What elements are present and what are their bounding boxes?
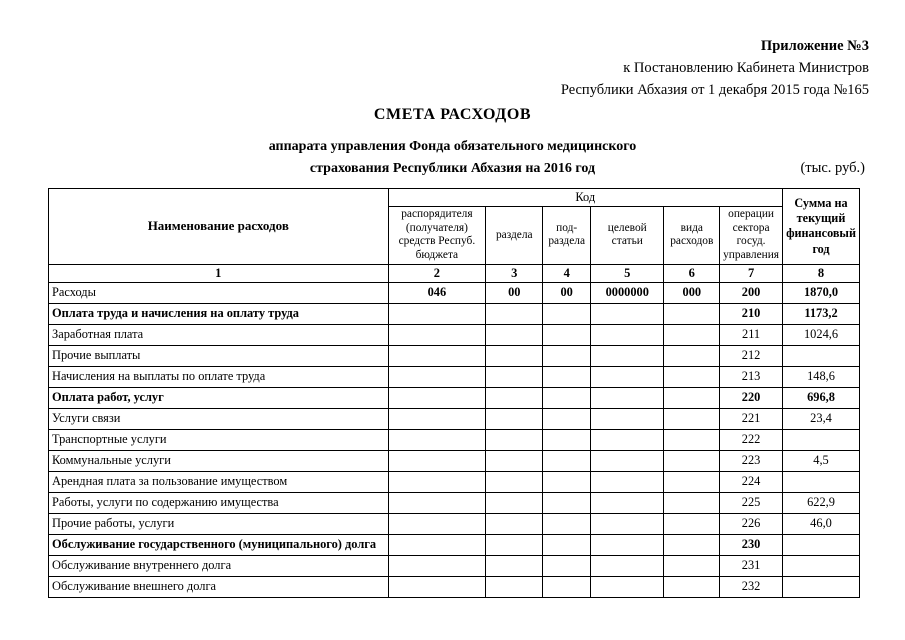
- cell-code-rasporyaditel: [388, 366, 486, 387]
- header-cell-sum: Сумма на текущий финансовый год: [783, 189, 860, 265]
- cell-code-rasporyaditel: [388, 408, 486, 429]
- cell-expense-name: Транспортные услуги: [49, 429, 389, 450]
- cell-expense-name: Услуги связи: [49, 408, 389, 429]
- cell-code-podrazdel: [543, 576, 591, 597]
- column-number-7: 7: [720, 264, 783, 282]
- table-head: [49, 189, 860, 283]
- cell-code-podrazdel: [543, 471, 591, 492]
- cell-expense-name: Прочие выплаты: [49, 345, 389, 366]
- cell-expense-name: Оплата работ, услуг: [49, 387, 389, 408]
- cell-code-podrazdel: [543, 408, 591, 429]
- cell-code-razdel: 00: [486, 282, 543, 303]
- table-row: [49, 471, 860, 492]
- cell-code-rasporyaditel: [388, 303, 486, 324]
- header-cell-razdel: раздела: [486, 207, 543, 265]
- cell-code-operacii-sektora: 213: [720, 366, 783, 387]
- cell-code-razdel: [486, 366, 543, 387]
- cell-code-podrazdel: [543, 324, 591, 345]
- cell-code-operacii-sektora: 224: [720, 471, 783, 492]
- page-subtitle-line-2: страхования Республики Абхазия на 2016 год: [309, 160, 596, 176]
- cell-code-celevaya-statya: [591, 345, 664, 366]
- cell-code-razdel: [486, 408, 543, 429]
- cell-sum: [783, 555, 860, 576]
- cell-code-vid-rashodov: [664, 303, 720, 324]
- cell-code-operacii-sektora: 222: [720, 429, 783, 450]
- cell-code-podrazdel: [543, 345, 591, 366]
- column-number-2: 2: [388, 264, 486, 282]
- cell-expense-name: Оплата труда и начисления на оплату труда: [49, 303, 389, 324]
- appendix-number: Приложение №3: [760, 38, 869, 54]
- cell-code-podrazdel: [543, 534, 591, 555]
- cell-code-podrazdel: [543, 513, 591, 534]
- cell-code-razdel: [486, 555, 543, 576]
- table-row: [49, 387, 860, 408]
- cell-code-vid-rashodov: [664, 324, 720, 345]
- budget-table: [48, 188, 860, 598]
- cell-code-razdel: [486, 324, 543, 345]
- cell-code-operacii-sektora: 223: [720, 450, 783, 471]
- cell-code-vid-rashodov: [664, 576, 720, 597]
- cell-code-vid-rashodov: [664, 366, 720, 387]
- cell-code-razdel: [486, 492, 543, 513]
- cell-code-razdel: [486, 345, 543, 366]
- cell-sum: 1024,6: [783, 324, 860, 345]
- table-row: [49, 282, 860, 303]
- column-number-6: 6: [664, 264, 720, 282]
- header-cell-name: Наименование расходов: [49, 189, 389, 265]
- cell-code-podrazdel: [543, 387, 591, 408]
- cell-code-vid-rashodov: [664, 555, 720, 576]
- cell-code-vid-rashodov: [664, 492, 720, 513]
- cell-code-vid-rashodov: [664, 408, 720, 429]
- cell-code-celevaya-statya: [591, 324, 664, 345]
- page-subtitle: [0, 136, 905, 179]
- cell-sum: 696,8: [783, 387, 860, 408]
- cell-code-celevaya-statya: [591, 576, 664, 597]
- cell-code-operacii-sektora: 211: [720, 324, 783, 345]
- cell-expense-name: Коммунальные услуги: [49, 450, 389, 471]
- cell-expense-name: Арендная плата за пользование имуществом: [49, 471, 389, 492]
- cell-code-podrazdel: [543, 492, 591, 513]
- column-number-8: 8: [783, 264, 860, 282]
- cell-code-operacii-sektora: 232: [720, 576, 783, 597]
- cell-code-operacii-sektora: 231: [720, 555, 783, 576]
- column-number-3: 3: [486, 264, 543, 282]
- cell-expense-name: Расходы: [49, 282, 389, 303]
- cell-code-celevaya-statya: 0000000: [591, 282, 664, 303]
- cell-sum: 148,6: [783, 366, 860, 387]
- cell-code-rasporyaditel: [388, 492, 486, 513]
- cell-code-podrazdel: [543, 429, 591, 450]
- cell-code-podrazdel: [543, 303, 591, 324]
- cell-code-vid-rashodov: 000: [664, 282, 720, 303]
- table-body: [49, 282, 860, 597]
- cell-expense-name: Обслуживание внешнего долга: [49, 576, 389, 597]
- cell-code-operacii-sektora: 200: [720, 282, 783, 303]
- cell-code-razdel: [486, 513, 543, 534]
- column-number-1: 1: [49, 264, 389, 282]
- header-cell-rasporyaditel: распорядителя (получателя) средств Респуб. бюджета: [388, 207, 486, 265]
- cell-expense-name: Обслуживание внутреннего долга: [49, 555, 389, 576]
- cell-code-rasporyaditel: [388, 513, 486, 534]
- decree-reference-line-2: Республики Абхазия от 1 декабря 2015 года №165: [560, 81, 869, 98]
- budget-table-container: [48, 188, 860, 598]
- cell-code-celevaya-statya: [591, 429, 664, 450]
- cell-code-rasporyaditel: [388, 576, 486, 597]
- cell-code-vid-rashodov: [664, 345, 720, 366]
- cell-code-vid-rashodov: [664, 471, 720, 492]
- header-row-code-group: [49, 189, 860, 207]
- header-cell-operacii-sektora: операции сектора госуд. управления: [720, 207, 783, 265]
- cell-code-celevaya-statya: [591, 303, 664, 324]
- cell-code-podrazdel: [543, 450, 591, 471]
- cell-code-operacii-sektora: 226: [720, 513, 783, 534]
- cell-code-operacii-sektora: 221: [720, 408, 783, 429]
- table-row: [49, 534, 860, 555]
- header-cell-celevaya-statya: целевой статьи: [591, 207, 664, 265]
- cell-code-rasporyaditel: [388, 555, 486, 576]
- cell-code-razdel: [486, 576, 543, 597]
- header-cell-code-group: Код: [388, 189, 783, 207]
- cell-code-operacii-sektora: 220: [720, 387, 783, 408]
- cell-code-celevaya-statya: [591, 408, 664, 429]
- cell-code-rasporyaditel: [388, 450, 486, 471]
- cell-expense-name: Начисления на выплаты по оплате труда: [49, 366, 389, 387]
- cell-code-podrazdel: [543, 555, 591, 576]
- cell-code-rasporyaditel: 046: [388, 282, 486, 303]
- table-row: [49, 513, 860, 534]
- cell-code-operacii-sektora: 210: [720, 303, 783, 324]
- table-row: [49, 408, 860, 429]
- cell-expense-name: Обслуживание государственного (муниципального) долга: [49, 534, 389, 555]
- cell-code-operacii-sektora: 225: [720, 492, 783, 513]
- cell-sum: [783, 471, 860, 492]
- cell-code-vid-rashodov: [664, 534, 720, 555]
- decree-reference-line-1: к Постановлению Кабинета Министров: [623, 59, 869, 76]
- cell-code-razdel: [486, 450, 543, 471]
- table-row: [49, 555, 860, 576]
- table-row: [49, 576, 860, 597]
- cell-code-rasporyaditel: [388, 324, 486, 345]
- cell-code-rasporyaditel: [388, 429, 486, 450]
- cell-code-vid-rashodov: [664, 513, 720, 534]
- cell-sum: 23,4: [783, 408, 860, 429]
- page-subtitle-line-1: аппарата управления Фонда обязательного медицинского: [268, 139, 637, 154]
- cell-sum: 4,5: [783, 450, 860, 471]
- cell-code-celevaya-statya: [591, 534, 664, 555]
- cell-code-razdel: [486, 429, 543, 450]
- cell-code-razdel: [486, 303, 543, 324]
- column-number-5: 5: [591, 264, 664, 282]
- page-title: СМЕТА РАСХОДОВ: [373, 106, 532, 123]
- units-label: (тыс. руб.): [800, 160, 865, 176]
- column-number-4: 4: [543, 264, 591, 282]
- header-row-column-numbers: [49, 264, 860, 282]
- table-row: [49, 303, 860, 324]
- cell-expense-name: Прочие работы, услуги: [49, 513, 389, 534]
- cell-sum: [783, 429, 860, 450]
- table-row: [49, 324, 860, 345]
- cell-code-operacii-sektora: 230: [720, 534, 783, 555]
- cell-sum: 46,0: [783, 513, 860, 534]
- cell-code-celevaya-statya: [591, 492, 664, 513]
- cell-expense-name: Работы, услуги по содержанию имущества: [49, 492, 389, 513]
- cell-code-razdel: [486, 534, 543, 555]
- cell-code-razdel: [486, 387, 543, 408]
- cell-code-razdel: [486, 471, 543, 492]
- cell-code-vid-rashodov: [664, 387, 720, 408]
- cell-code-rasporyaditel: [388, 534, 486, 555]
- table-row: [49, 450, 860, 471]
- cell-sum: [783, 576, 860, 597]
- cell-code-celevaya-statya: [591, 387, 664, 408]
- cell-expense-name: Заработная плата: [49, 324, 389, 345]
- cell-code-rasporyaditel: [388, 345, 486, 366]
- cell-code-vid-rashodov: [664, 429, 720, 450]
- table-row: [49, 492, 860, 513]
- cell-code-rasporyaditel: [388, 387, 486, 408]
- cell-sum: 1870,0: [783, 282, 860, 303]
- cell-code-rasporyaditel: [388, 471, 486, 492]
- cell-code-celevaya-statya: [591, 555, 664, 576]
- table-row: [49, 429, 860, 450]
- document-header: [561, 36, 869, 101]
- header-cell-podrazdel: под-раздела: [543, 207, 591, 265]
- header-cell-vid-rashodov: вида расходов: [664, 207, 720, 265]
- cell-code-celevaya-statya: [591, 513, 664, 534]
- table-row: [49, 345, 860, 366]
- table-row: [49, 366, 860, 387]
- cell-code-vid-rashodov: [664, 450, 720, 471]
- cell-sum: [783, 345, 860, 366]
- cell-code-operacii-sektora: 212: [720, 345, 783, 366]
- cell-code-celevaya-statya: [591, 366, 664, 387]
- cell-sum: 1173,2: [783, 303, 860, 324]
- cell-code-podrazdel: 00: [543, 282, 591, 303]
- cell-sum: 622,9: [783, 492, 860, 513]
- cell-sum: [783, 534, 860, 555]
- cell-code-podrazdel: [543, 366, 591, 387]
- cell-code-celevaya-statya: [591, 471, 664, 492]
- cell-code-celevaya-statya: [591, 450, 664, 471]
